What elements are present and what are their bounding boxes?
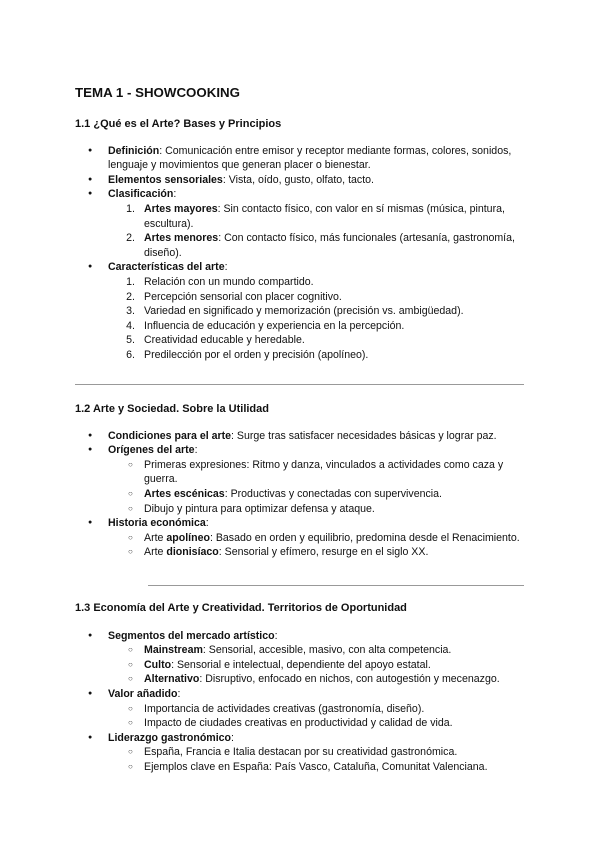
list-item bbox=[75, 731, 530, 746]
item-label: Artes escénicas bbox=[144, 488, 225, 501]
document-title: TEMA 1 - SHOWCOOKING bbox=[75, 85, 240, 100]
item-label: Culto bbox=[144, 658, 172, 671]
list-number: 2. bbox=[126, 290, 135, 303]
section-heading: 1.2 Arte y Sociedad. Sobre la Utilidad bbox=[75, 403, 269, 415]
divider bbox=[148, 585, 524, 586]
list-number: 5. bbox=[126, 334, 135, 347]
list-item bbox=[75, 516, 530, 531]
list-number: 3. bbox=[126, 305, 135, 318]
item-text: Ejemplos clave en España: País Vasco, Cataluña, Comunitat Valenciana. bbox=[144, 761, 488, 774]
item-text: : Surge tras satisfacer necesidades básicas y lograr paz. bbox=[231, 429, 497, 442]
item-text: Predilección por el orden y precisión (apolíneo). bbox=[144, 349, 369, 361]
item-text: España, Francia e Italia destacan por su creatividad gastronómica. bbox=[144, 746, 458, 759]
item-text: : Sin contacto físico, con valor en sí mismas (música, pintura, escultura). bbox=[144, 203, 505, 230]
item-label: Artes menores bbox=[144, 232, 219, 245]
list-number: 2. bbox=[126, 232, 135, 245]
sub-list-item bbox=[75, 702, 530, 717]
item-text: Primeras expresiones: Ritmo y danza, vinculados a actividades como caza y guerra. bbox=[144, 458, 504, 486]
sub-list-item bbox=[75, 643, 530, 658]
item-label: Características del arte bbox=[108, 261, 225, 274]
item-text: : Con contacto físico, más funcionales (artesanía, gastronomía, diseño). bbox=[144, 232, 515, 259]
item-text: Creatividad educable y heredable. bbox=[144, 334, 305, 347]
divider bbox=[75, 384, 524, 385]
list-item bbox=[75, 429, 530, 444]
item-text: : bbox=[224, 261, 228, 274]
item-label: dionisíaco bbox=[166, 546, 219, 559]
item-text: : Vista, oído, gusto, olfato, tacto. bbox=[222, 173, 374, 186]
item-text: : bbox=[274, 629, 278, 642]
section-heading: 1.3 Economía del Arte y Creatividad. Territorios de Oportunidad bbox=[75, 602, 407, 614]
list-item bbox=[75, 687, 530, 702]
list-item bbox=[75, 187, 530, 202]
sub-list-item bbox=[75, 672, 530, 687]
item-text: Importancia de actividades creativas (gastronomía, diseño). bbox=[144, 702, 425, 715]
item-label: Orígenes del arte bbox=[108, 444, 195, 457]
sub-list-item bbox=[75, 658, 530, 673]
sub-list-item bbox=[75, 290, 530, 305]
sub-list-item bbox=[75, 458, 530, 487]
item-text: Percepción sensorial con placer cognitivo. bbox=[144, 290, 342, 303]
section-list bbox=[75, 429, 530, 560]
item-label: Historia económica bbox=[108, 517, 206, 530]
sub-list-item bbox=[75, 333, 530, 348]
list-number: 4. bbox=[126, 319, 135, 332]
sub-list-item bbox=[75, 304, 530, 319]
list-number: 6. bbox=[126, 349, 135, 361]
list-number: 1. bbox=[126, 203, 135, 216]
list-item bbox=[75, 629, 530, 644]
sub-list-item bbox=[75, 319, 530, 334]
sub-list-item bbox=[75, 545, 530, 560]
item-text: : Sensorial, accesible, masivo, con alta competencia. bbox=[202, 644, 452, 657]
item-text: : bbox=[205, 517, 209, 530]
sub-list-item bbox=[75, 348, 530, 363]
item-text: Arte bbox=[144, 531, 167, 544]
sub-list-item bbox=[75, 531, 530, 546]
item-text: : bbox=[173, 188, 177, 201]
section-heading: 1.1 ¿Qué es el Arte? Bases y Principios bbox=[75, 118, 282, 130]
sub-list-item bbox=[75, 487, 530, 502]
item-text: Relación con un mundo compartido. bbox=[144, 276, 314, 289]
item-label: Liderazgo gastronómico bbox=[108, 731, 232, 744]
sub-list-item bbox=[75, 760, 530, 775]
item-label: Elementos sensoriales bbox=[108, 173, 223, 186]
item-label: Clasificación bbox=[108, 188, 174, 201]
item-text: : Sensorial y efímero, resurge en el siglo XX. bbox=[218, 546, 429, 559]
list-item bbox=[75, 443, 530, 458]
sub-list-item bbox=[75, 502, 530, 517]
item-text: : bbox=[194, 444, 198, 457]
item-text: Influencia de educación y experiencia en la percepción. bbox=[144, 319, 405, 332]
item-text: : Productivas y conectadas con supervivencia. bbox=[224, 488, 442, 501]
item-label: Definición bbox=[108, 144, 160, 157]
item-label: apolíneo bbox=[166, 531, 210, 544]
item-label: Valor añadido bbox=[108, 688, 178, 701]
item-label: Alternativo bbox=[144, 673, 200, 686]
item-text: Variedad en significado y memorización (precisión vs. ambigüedad). bbox=[144, 305, 464, 318]
item-text: Impacto de ciudades creativas en productividad y calidad de vida. bbox=[144, 717, 453, 730]
item-text: : Basado en orden y equilibrio, predomina desde el Renacimiento. bbox=[209, 531, 520, 544]
list-item bbox=[75, 260, 530, 275]
item-text: : Sensorial e intelectual, dependiente del apoyo estatal. bbox=[171, 658, 431, 671]
section-list bbox=[75, 144, 530, 363]
sub-list-item bbox=[75, 716, 530, 731]
item-text: : Comunicación entre emisor y receptor mediante formas, colores, sonidos, lenguaje y movimientos que generan placer o bienestar. bbox=[108, 144, 512, 172]
list-item bbox=[75, 144, 530, 173]
item-label: Artes mayores bbox=[144, 203, 218, 216]
section-list bbox=[75, 629, 530, 775]
item-text: Arte bbox=[144, 546, 167, 559]
sub-list-item bbox=[75, 275, 530, 290]
sub-list-item bbox=[75, 231, 530, 260]
item-label: Mainstream bbox=[144, 644, 203, 657]
item-text: Dibujo y pintura para optimizar defensa y ataque. bbox=[144, 502, 375, 515]
sub-list-item bbox=[75, 745, 530, 760]
list-number: 1. bbox=[126, 276, 135, 289]
item-text: : bbox=[231, 731, 234, 744]
item-text: : bbox=[177, 688, 181, 701]
list-item bbox=[75, 173, 530, 188]
item-label: Condiciones para el arte bbox=[108, 429, 232, 442]
sub-list-item bbox=[75, 202, 530, 231]
item-label: Segmentos del mercado artístico bbox=[108, 629, 275, 642]
item-text: : Disruptivo, enfocado en nichos, con autogestión y mecenazgo. bbox=[199, 673, 500, 686]
